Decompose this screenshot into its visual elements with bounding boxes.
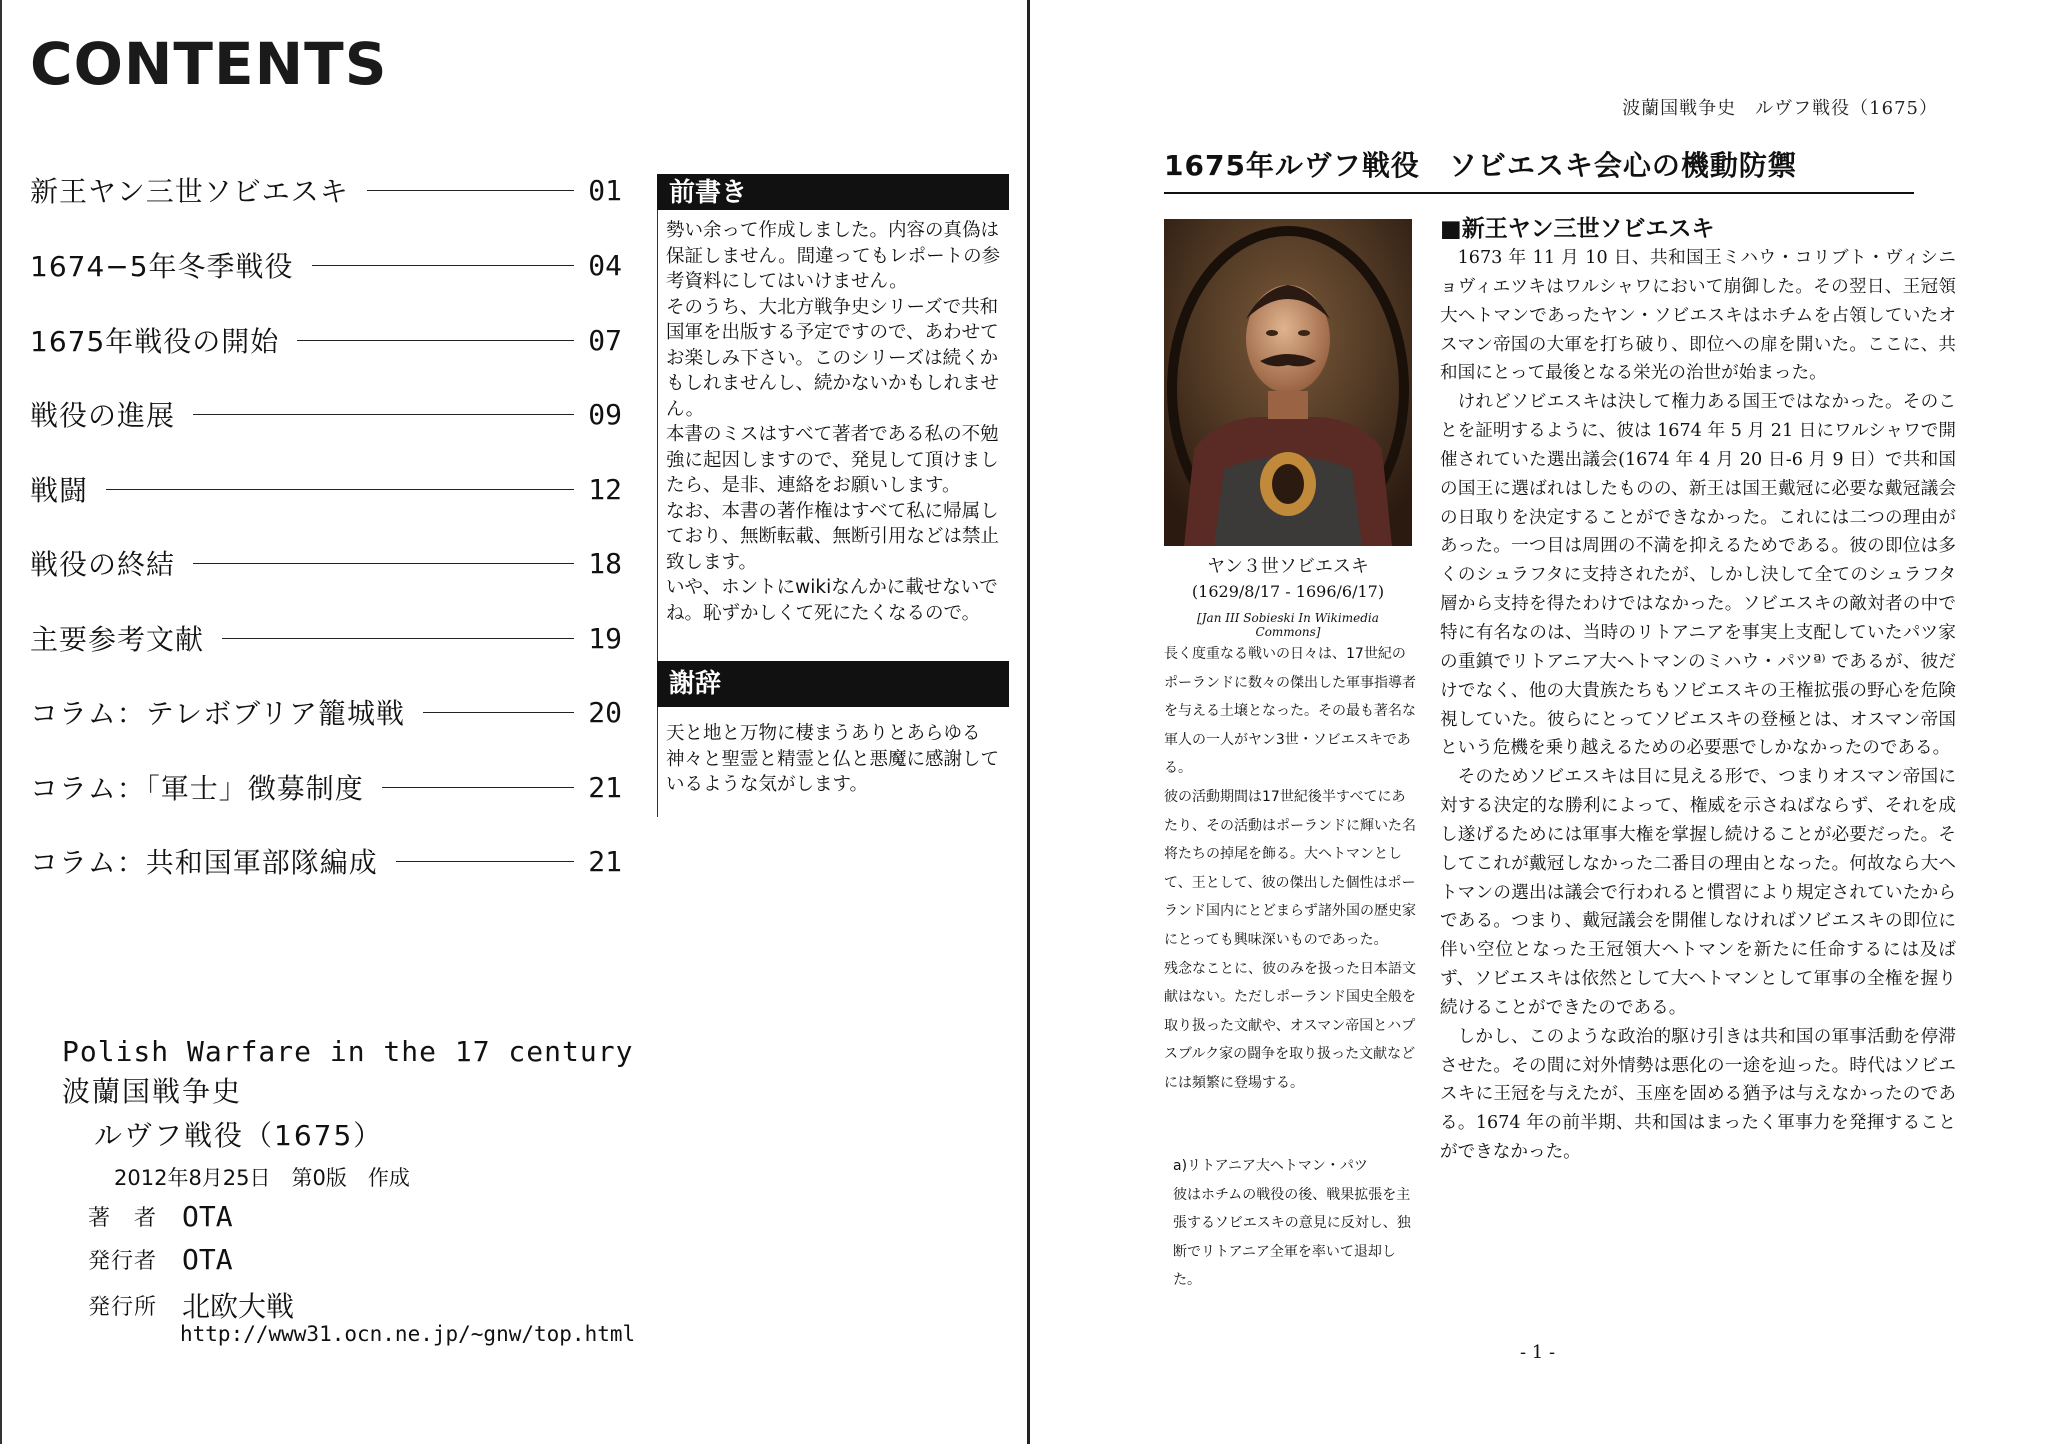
preface-paragraph: いや、ホントにwikiなんかに載せないでね。恥ずかしくて死にたくなるので。 [666, 577, 998, 624]
toc-entry-page: 07 [588, 323, 622, 357]
body-paragraph: けれどソビエスキは決して権力ある国王ではなかった。そのことを証明するように、彼は 1674 年 5 月 21 日にワルシャワで開催されていた選出議会(1674 年 4 月 20 日-6 月 9 日）で共和国の国王に選ばれはしたものの、新王は国王戴冠に必要な戴冠議会の日取りを決定することができなかった。これには二つの理由があった。一つ目は周囲の不満を抑えるためである。彼の即位は多くのシュラフタに支持されたが、しかし決して全てのシュラフタ層から支持を得たわけではなかった。ソビエスキの敵対者の中で特に有名なのは、当時のリトアニアを事実上支配していたパツ家の重鎮でリトアニア大ヘトマンのミハウ・パツª⁾ であるが、彼だけでなく、他の大貴族たちもソビエスキの王権拡張の野心を危険視していた。彼らにとってソビエスキの登極とは、オスマン帝国という危機を乗り越えるための必要悪でしかなかったのである。 [1440, 392, 1956, 759]
preface-paragraph: 本書のミスはすべて著者である私の不勉強に起因しますので、発見して頂けましたら、是非、連絡をお願いします。 [666, 424, 999, 496]
article-page [1030, 0, 2048, 1444]
toc-entry-label: 戦役の進展 [30, 399, 176, 432]
website-url[interactable]: http://www31.ocn.ne.jp/~gnw/top.html [180, 1322, 636, 1346]
toc-entry-page: 12 [588, 472, 622, 506]
sidebar-paragraph: 彼の活動期間は17世紀後半すべてにあたり、その活動はポーランドに輝いた名将たちの掉尾を飾る。大ヘトマンとして、王として、彼の傑出した個性はポーランド国内にとどまらず諸外国の歴史家にとっても興味深いものであった。 [1164, 788, 1416, 948]
toc-entry[interactable] [30, 692, 622, 732]
portrait-name: ヤン３世ソビエスキ [1207, 556, 1369, 577]
toc-leader-line [297, 340, 574, 341]
toc-leader-line [193, 563, 574, 564]
toc-entry-page: 20 [588, 695, 622, 729]
toc-leader-line [106, 489, 574, 490]
toc-entry-page: 18 [588, 546, 622, 580]
toc-entry-page: 04 [588, 248, 622, 282]
preface-heading: 前書き [657, 174, 1009, 210]
series-title-en: Polish Warfare in the 17 century [62, 1035, 634, 1068]
body-column [1440, 244, 1956, 1167]
toc-entry[interactable] [30, 841, 622, 881]
footnote [1173, 1152, 1413, 1295]
preface-paragraph: そのうち、大北方戦争史シリーズで共和国軍を出版する予定ですので、あわせてお楽しみ下さい。このシリーズは続くかもしれませんし、続かないかもしれません。 [666, 296, 1000, 420]
running-head: 波蘭国戦争史 ルヴフ戦役（1675） [1622, 98, 1938, 119]
portrait-dates: (1629/8/17 - 1696/6/17) [1191, 582, 1385, 601]
toc-entry-page: 21 [588, 770, 622, 804]
toc-entry-label: コラム：テレボブリア籠城戦 [30, 697, 406, 730]
body-paragraph: そのためソビエスキは目に見える形で、つまりオスマン帝国に対する決定的な勝利によって、権威を示さねばならず、それを成し遂げるためには軍事大権を掌握し続けることが必要だった。そしてこれが戴冠しなかった二番目の理由となった。何故なら大ヘトマンの選出は議会で行われると慣習により規定されていたからである。つまり、戴冠議会を開催しなければソビエスキの即位に伴い空位となった王冠領大ヘトマンを新たに任命するには及ばず、ソビエスキは依然として大ヘトマンとして軍事の全権を握り続けることができたのである。 [1440, 767, 1956, 1018]
article-title: 1675年ルヴフ戦役 ソビエスキ会心の機動防禦 [1164, 149, 1797, 182]
toc-entry[interactable] [30, 543, 622, 583]
preface-text [657, 210, 1009, 684]
press-role: 発行所 [88, 1294, 158, 1320]
toc-entry-label: コラム：共和国軍部隊編成 [30, 846, 378, 879]
toc-entry-label: コラム：「軍士」徴募制度 [30, 772, 364, 805]
contents-title: CONTENTS [30, 30, 388, 98]
toc-entry-page: 19 [588, 621, 622, 655]
portrait-image [1164, 219, 1412, 546]
series-title-jp: 波蘭国戦争史 [62, 1075, 243, 1108]
title-rule [1164, 192, 1914, 194]
toc-entry[interactable] [30, 245, 622, 285]
toc-entry-page: 09 [588, 397, 622, 431]
toc-entry[interactable] [30, 469, 622, 509]
acknowledgements-box [657, 661, 1009, 817]
toc-entry-label: 1675年戦役の開始 [30, 325, 280, 358]
body-paragraph: 1673 年 11 月 10 日、共和国王ミハウ・コリブト・ヴィシニョヴィエツキはワルシャワにおいて崩御した。その翌日、王冠領大ヘトマンであったヤン・ソビエスキはホチムを占領していたオスマン帝国の大軍を打ち破り、即位への扉を開いた。ここに、共和国にとって最後となる栄光の治世が始まった。 [1440, 248, 1956, 384]
toc-entry[interactable] [30, 767, 622, 807]
publisher-row [88, 1243, 233, 1276]
section-heading: ■新王ヤン三世ソビエスキ [1440, 216, 1715, 242]
author-row [88, 1200, 233, 1233]
toc-entry-label: 新王ヤン三世ソビエスキ [30, 175, 349, 208]
press-name: 北欧大戦 [182, 1290, 295, 1323]
toc-leader-line [423, 712, 574, 713]
toc-entry[interactable] [30, 320, 622, 360]
toc-entry[interactable] [30, 618, 622, 658]
toc-entry-label: 戦闘 [30, 474, 89, 507]
sidebar-paragraph: 残念なことに、彼のみを扱った日本語文献はない。ただしポーランド国史全般を取り扱った文献や、オスマン帝国とハプスブルク家の闘争を取り扱った文献などには頻繁に登場する。 [1164, 960, 1416, 1091]
toc-entry[interactable] [30, 170, 622, 210]
toc-entry-label: 主要参考文献 [30, 623, 205, 656]
edition-date: 2012年8月25日 第0版 作成 [114, 1166, 410, 1190]
toc-entry-page: 21 [588, 844, 622, 878]
colophon [62, 1035, 633, 1192]
portrait-credit: [Jan III Sobieski In Wikimedia Commons] [1197, 611, 1379, 639]
footnote-title: a)リトアニア大ヘトマン・パツ [1173, 1158, 1368, 1174]
sidebar-column [1164, 640, 1416, 1098]
preface-box [657, 174, 1009, 684]
toc-leader-line [396, 861, 574, 862]
acknowledgements-text: 天と地と万物に棲まうありとあらゆる神々と聖霊と精霊と仏と悪魔に感謝しているような気がします。 [657, 707, 1009, 817]
author-role: 著 者 [88, 1206, 158, 1231]
toc-entry-label: 戦役の終結 [30, 548, 176, 581]
toc-entry-page: 01 [588, 173, 622, 207]
sidebar-paragraph: 長く度重なる戦いの日々は、17世紀のポーランドに数々の傑出した軍事指導者を与える土壌となった。その最も著名な軍人の一人がヤン3世・ソビエスキである。 [1164, 646, 1416, 777]
footnote-text: 彼はホチムの戦役の後、戦果拡張を主張するソビエスキの意見に反対し、独断でリトアニア全軍を率いて退却した。 [1173, 1186, 1411, 1289]
toc-leader-line [367, 190, 574, 191]
portrait-caption [1164, 552, 1412, 639]
volume-title: ルヴフ戦役（1675） [94, 1119, 384, 1152]
author-name: OTA [182, 1200, 233, 1233]
page-number: - 1 - [1520, 1342, 1556, 1363]
toc-leader-line [193, 414, 574, 415]
preface-paragraph: 勢い余って作成しました。内容の真偽は保証しません。間違ってもレポートの参考資料にしてはいけません。 [666, 220, 1001, 292]
publisher-role: 発行者 [88, 1249, 158, 1274]
body-paragraph: しかし、このような政治的駆け引きは共和国の軍事活動を停滞させた。その間に対外情勢は悪化の一途を辿った。時代はソビエスキに王冠を与えたが、玉座を固める猶予は与えなかったのである。1674 年の前半期、共和国はまったく軍事力を発揮することができなかった。 [1440, 1026, 1956, 1163]
toc-entry[interactable] [30, 394, 622, 434]
preface-paragraph: なお、本書の著作権はすべて私に帰属しており、無断転載、無断引用などは禁止致します。 [666, 500, 1000, 573]
toc-leader-line [222, 638, 574, 639]
toc-entry-label: 1674−5年冬季戦役 [30, 250, 294, 283]
toc-leader-line [382, 787, 574, 788]
press-row [88, 1285, 294, 1325]
toc-leader-line [312, 265, 574, 266]
acknowledgements-heading: 謝辞 [657, 661, 1009, 707]
publisher-name: OTA [182, 1243, 233, 1276]
